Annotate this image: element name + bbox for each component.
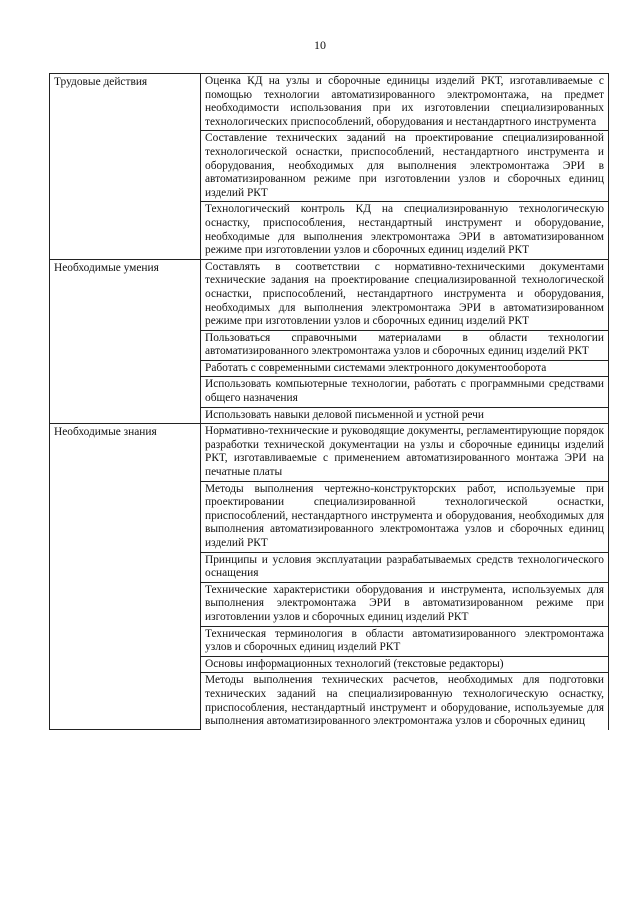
table-row <box>50 74 609 131</box>
table-cell: Нормативно-технические и руководящие документы, регламентирующие порядок разработки технической документации на узлы и сборочные единицы изделий РКТ, изготавливаемые с применением автоматизированного монтажа ЭРИ на печатные платы <box>201 424 609 481</box>
table-cell: Составление технических заданий на проектирование специализированной технологической оснастки, приспособлений, нестандартного инструмента и оборудования, необходимых для выполнения электромонтажа ЭРИ в автоматизированном режиме при изготовлении узлов и сборочных единиц изделий РКТ <box>201 131 609 202</box>
table-cell: Основы информационных технологий (текстовые редакторы) <box>201 656 609 673</box>
table-cell: Техническая терминология в области автоматизированного электромонтажа узлов и сборочных единиц изделий РКТ <box>201 626 609 656</box>
table-cell: Использовать компьютерные технологии, работать с программными средствами общего назначения <box>201 377 609 407</box>
table-row <box>50 424 609 481</box>
page-number: 10 <box>314 38 326 52</box>
table-cell: Пользоваться справочными материалами в области технологии автоматизированного электромонтажа узлов и сборочных единиц изделий РКТ <box>201 330 609 360</box>
table-cell: Методы выполнения чертежно-конструкторских работ, используемые при проектировании специализированной технологической оснастки, приспособлений, нестандартного инструмента и оборудования, необходимых для выполнения автоматизированного электромонтажа узлов и сборочных единиц изделий РКТ <box>201 481 609 552</box>
table-cell: Технологический контроль КД на специализированную технологическую оснастку, приспособления, нестандартный инструмент и оборудование, необходимые для выполнения электромонтажа ЭРИ в автоматизированном режиме при изготовлении узлов и сборочных единиц изделий РКТ <box>201 202 609 259</box>
section-label-required-knowledge: Необходимые знания <box>50 424 201 730</box>
requirements-table <box>49 73 609 730</box>
table-cell: Использовать навыки деловой письменной и устной речи <box>201 407 609 424</box>
table-cell: Методы выполнения технических расчетов, необходимых для подготовки технических заданий на специализированную технологическую оснастку, приспособления, нестандартный инструмент и оборудование, используемые для выполнения автоматизированного электромонтажа узлов и сборочных единиц <box>201 673 609 730</box>
table-cell: Принципы и условия эксплуатации разрабатываемых средств технологического оснащения <box>201 552 609 582</box>
section-label-required-skills: Необходимые умения <box>50 259 201 424</box>
table-cell: Оценка КД на узлы и сборочные единицы изделий РКТ, изготавливаемые с помощью технологии автоматизированного электромонтажа, на предмет необходимости использования при их изготовлении специализированных технологических приспособлений, оборудования и нестандартного инструмента <box>201 74 609 131</box>
section-label-labor-actions: Трудовые действия <box>50 74 201 260</box>
table-cell: Составлять в соответствии с нормативно-техническими документами технические задания на проектирование специализированной технологической оснастки, приспособлений, нестандартного инструмента и оборудования, необходимых для выполнения электромонтажа ЭРИ в автоматизированном режиме при изготовлении узлов и сборочных единиц изделий РКТ <box>201 259 609 330</box>
table-cell: Работать с современными системами электронного документооборота <box>201 360 609 377</box>
table-cell: Технические характеристики оборудования и инструмента, используемых для выполнения электромонтажа ЭРИ в автоматизированном режиме при изготовлении узлов и сборочных единиц изделий РКТ <box>201 582 609 626</box>
table-row <box>50 259 609 330</box>
